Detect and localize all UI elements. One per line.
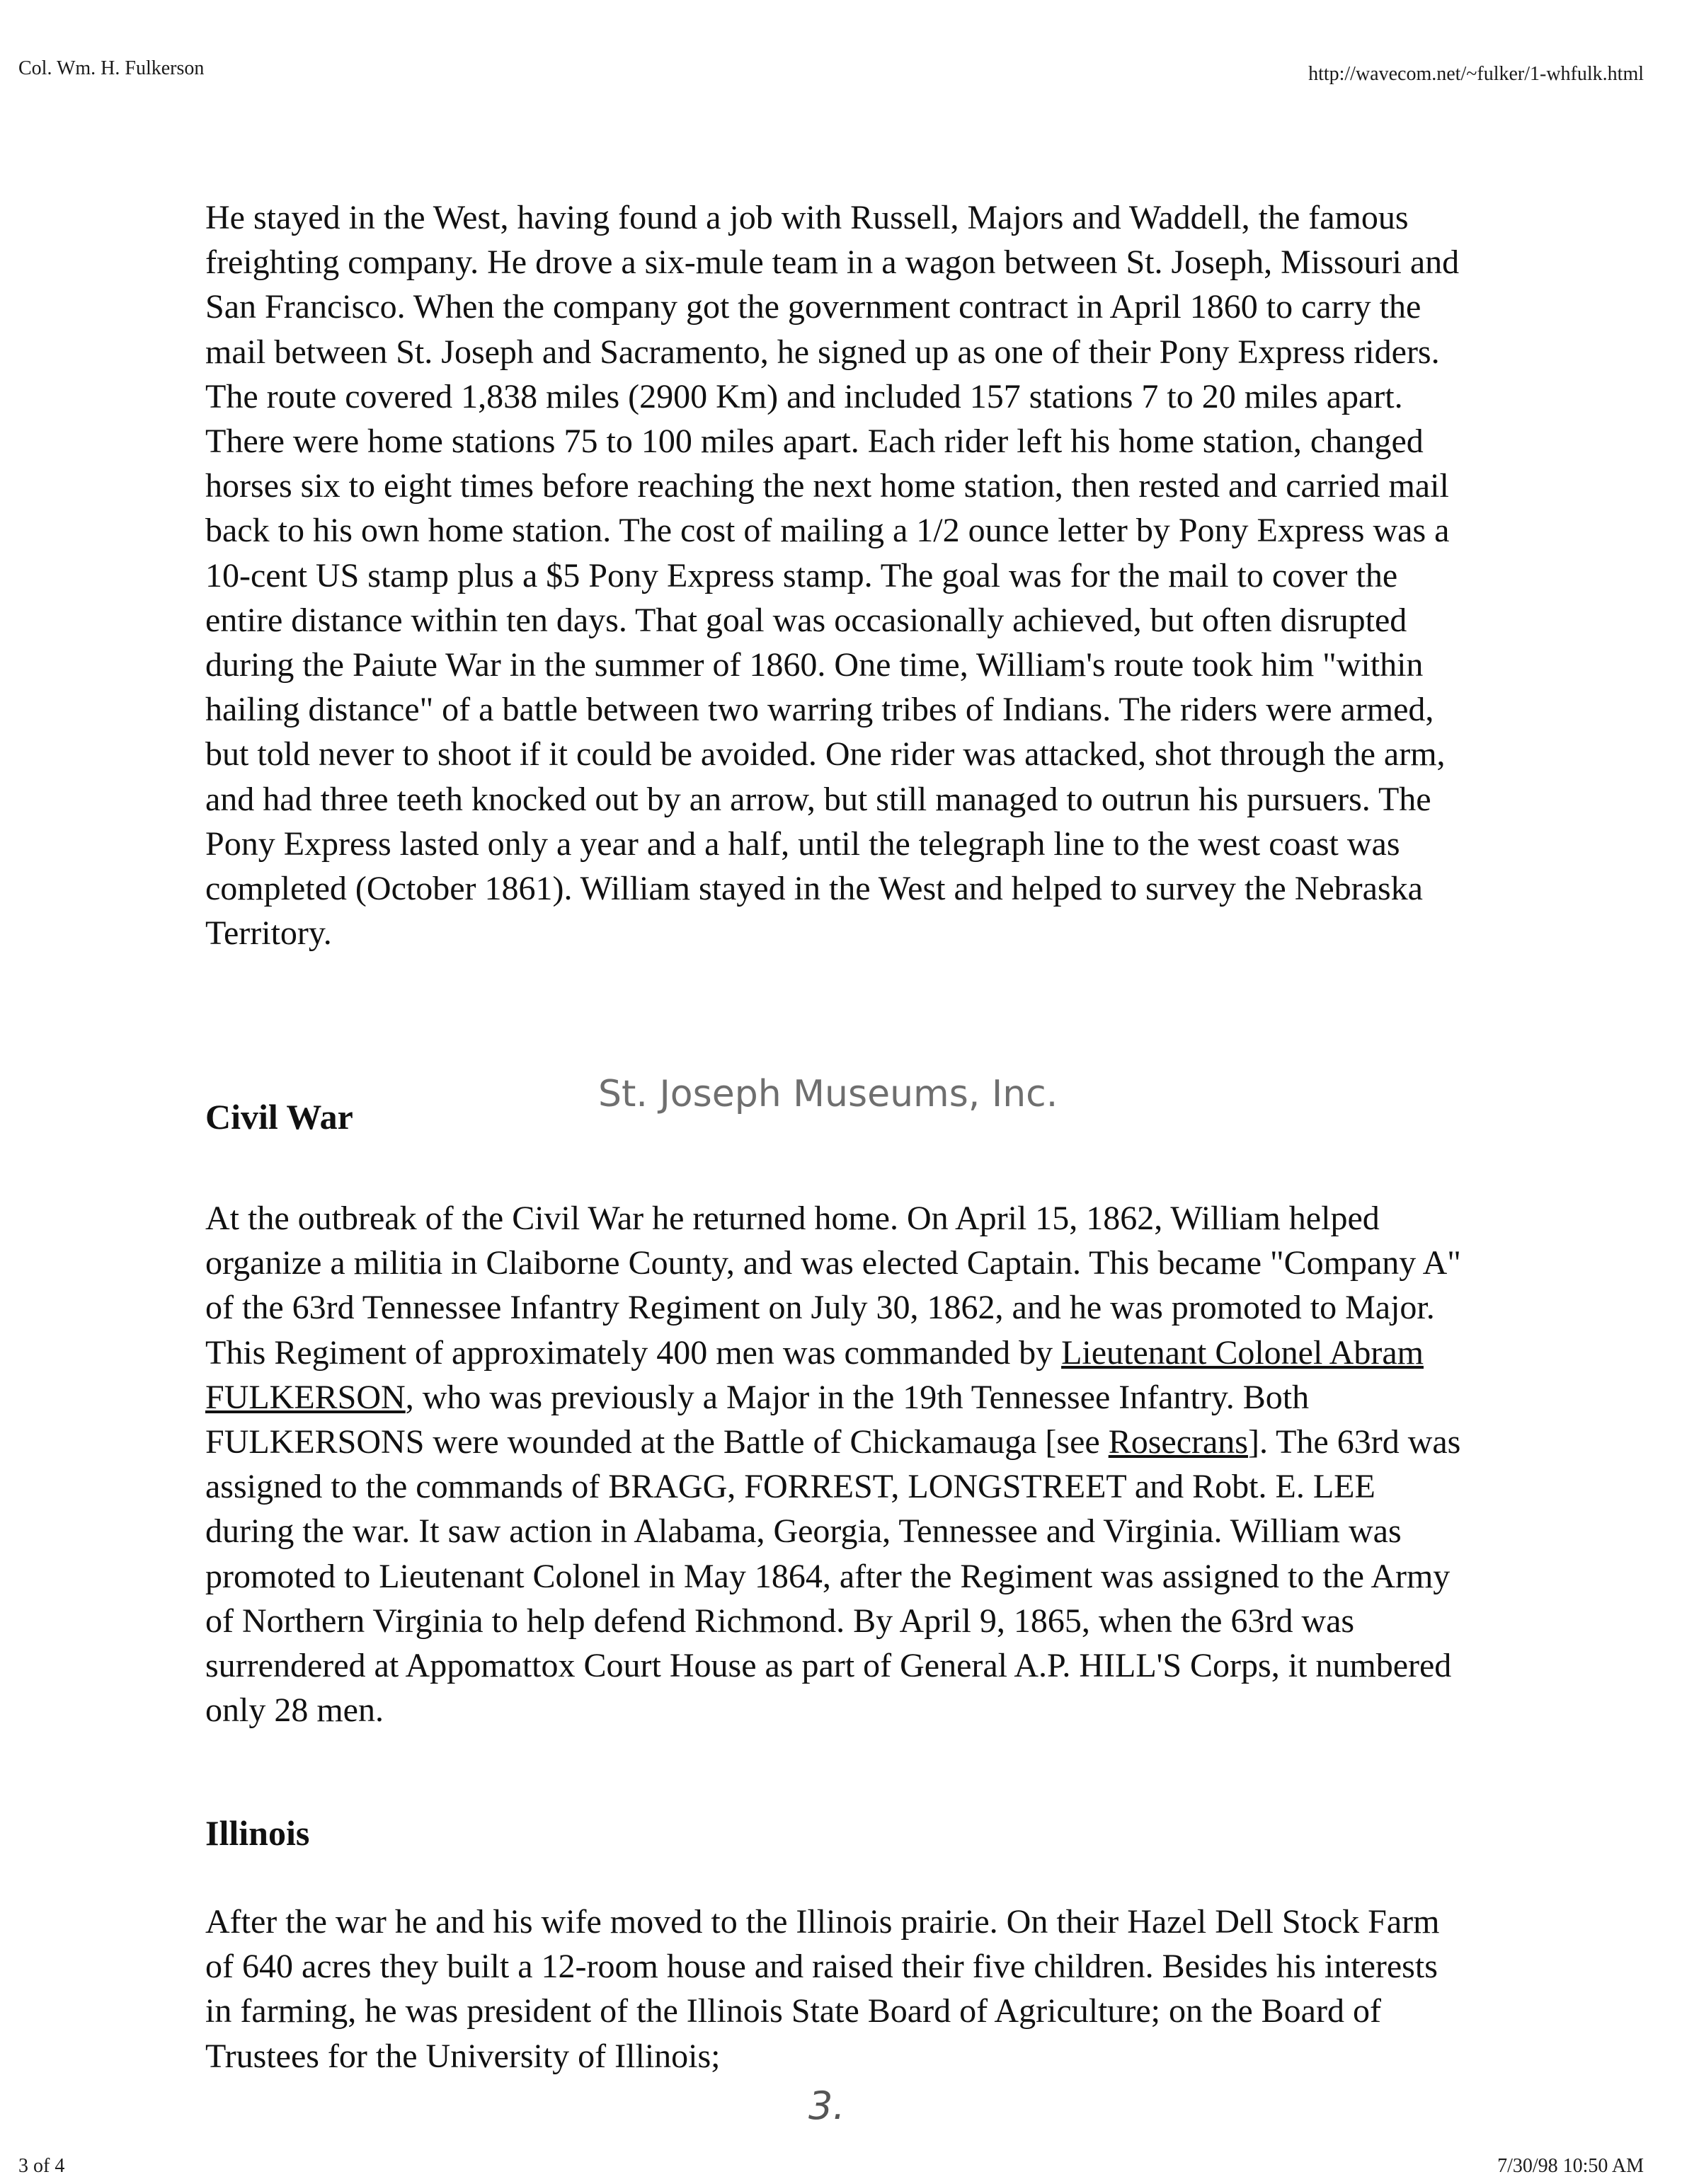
- rosecrans-link[interactable]: Rosecrans: [1108, 1423, 1248, 1461]
- illinois-heading: Illinois: [205, 1813, 310, 1853]
- civil-war-text-3: ]. The 63rd was assigned to the commands of BRAGG, FORREST, LONGSTREET and Robt. E. LEE during the war. It saw action in Alabama, Georgia, Tennessee and Virginia. William was promoted to Lieutenant Colonel in May 1864, after the Regiment was assigned to the Army of Northern Virginia to help defend Richmond. By April 9, 1865, when the 63rd was surrendered at Appomattox Court House as part of General A.P. HILL'S Corps, it numbered only 28 men.: [205, 1423, 1461, 1730]
- civil-war-paragraph: [205, 1196, 1465, 1732]
- page-header-url: http://wavecom.net/~fulker/1-whfulk.html: [1308, 63, 1644, 85]
- illinois-paragraph: After the war he and his wife moved to the Illinois prairie. On their Hazel Dell Stock Farm of 640 acres they built a 12-room house and raised their five children. Besides his interests in farming, he was president of the Illinois State Board of Agriculture; on the Board of Trustees for the University of Illinois;: [205, 1903, 1440, 2075]
- handwritten-page-number: 3.: [808, 2084, 845, 2128]
- civil-war-heading: Civil War: [205, 1097, 353, 1137]
- museum-watermark: St. Joseph Museums, Inc.: [598, 1073, 1058, 1115]
- civil-war-text-2: , who was previously a Major in the 19th Tennessee Infantry. Both FULKERSONS were wounded at the Battle of Chickamauga [see: [205, 1378, 1310, 1461]
- civil-war-text-1: At the outbreak of the Civil War he returned home. On April 15, 1862, William helped organize a militia in Claiborne County, and was elected Captain. This became "Company A" of the 63rd Tennessee Infantry Regiment on July 30, 1862, and he was promoted to Major. This Regiment of approximately 400 men was commanded by: [205, 1200, 1461, 1372]
- abram-fulkerson-link[interactable]: Lieutenant Colonel Abram FULKERSON: [205, 1333, 1424, 1416]
- pony-express-paragraph: He stayed in the West, having found a job with Russell, Majors and Waddell, the famous freighting company. He drove a six-mule team in a wagon between St. Joseph, Missouri and San Francisco. When the company got the government contract in April 1860 to carry the mail between St. Joseph and Sacramento, he signed up as one of their Pony Express riders. The route covered 1,838 miles (2900 Km) and included 157 stations 7 to 20 miles apart. There were home stations 75 to 100 miles apart. Each rider left his home station, changed horses six to eight times before reaching the next home station, then rested and carried mail back to his own home station. The cost of mailing a 1/2 ounce letter by Pony Express was a 10-cent US stamp plus a $5 Pony Express stamp. The goal was for the mail to cover the entire distance within ten days. That goal was occasionally achieved, but often disrupted during the Paiute War in the summer of 1860. One time, William's route took him "within hailing distance" of a battle between two warring tribes of Indians. The riders were armed, but told never to shoot if it could be avoided. One rider was attacked, shot through the arm, and had three teeth knocked out by an arrow, but still managed to outrun his pursuers. The Pony Express lasted only a year and a half, until the telegraph line to the west coast was completed (October 1861). William stayed in the West and helped to survey the Nebraska Territory.: [205, 199, 1460, 953]
- page-header-title: Col. Wm. H. Fulkerson: [18, 57, 205, 79]
- page-footer-timestamp: 7/30/98 10:50 AM: [1497, 2155, 1644, 2177]
- page-footer-count: 3 of 4: [18, 2155, 65, 2177]
